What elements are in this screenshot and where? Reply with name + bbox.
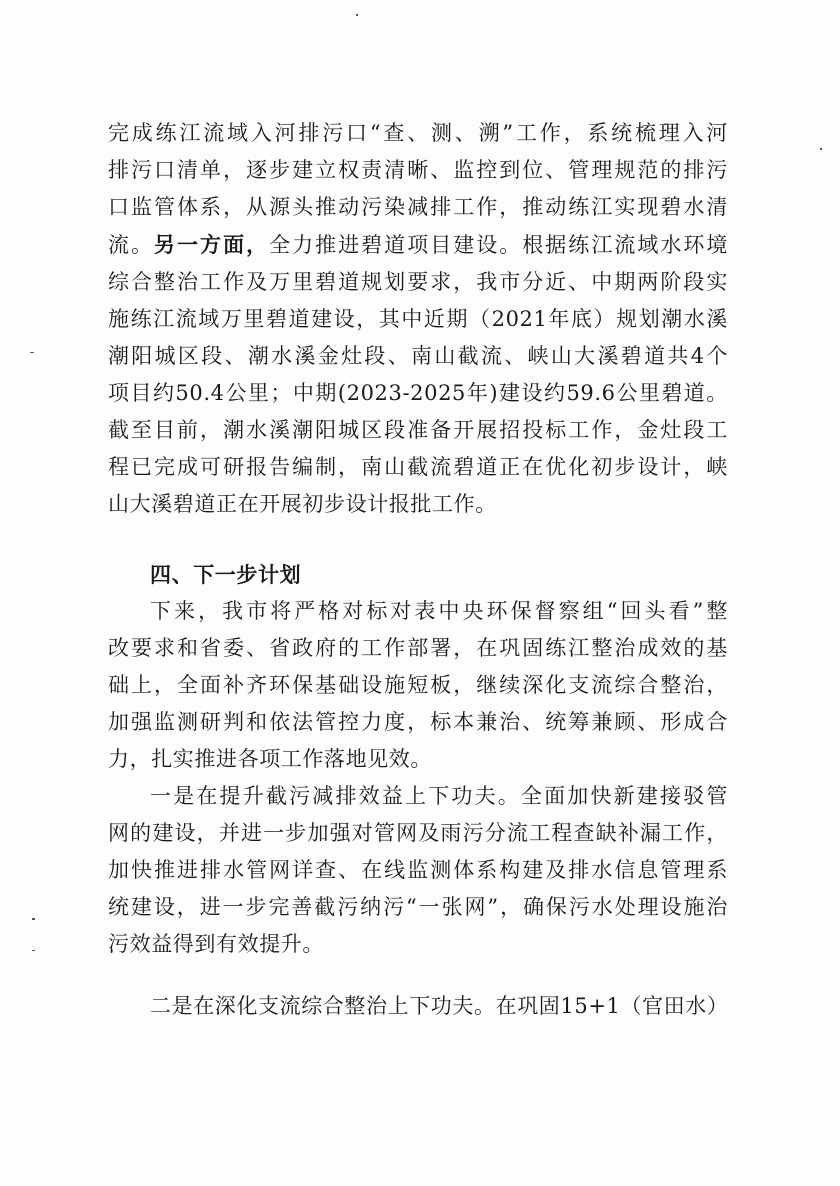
text-line: 完成练江流域入河排污口“查、测、溯”工作，系统梳理入河 [108, 121, 728, 145]
text-line: 山大溪碧道正在开展初步设计报批工作。 [108, 492, 497, 516]
paragraph-block-1 [108, 115, 728, 523]
scan-mark-left-1 [30, 352, 34, 353]
scan-mark-right [820, 148, 822, 150]
text-line: 改要求和省委、省政府的工作部署，在巩固练江整治成效的基 [108, 636, 728, 660]
paragraph-block-4 [108, 988, 728, 1025]
text-line: 综合整治工作及万里碧道规划要求，我市分近、中期两阶段实 [108, 270, 728, 294]
text-line: 截至目前，潮水溪潮阳城区段准备开展招投标工作，金灶段工 [108, 418, 728, 442]
text-line: 排污口清单，逐步建立权责清晰、监控到位、管理规范的排污 [108, 158, 728, 182]
text-line: 下来，我市将严格对标对表中央环保督察组“回头看”整 [150, 599, 728, 623]
text-segment: 全力推进碧道项目建设。根据练江流域水环境 [269, 233, 728, 257]
text-line: 加强监测研判和依法管控力度，标本兼治、统筹兼顾、形成合 [108, 710, 728, 734]
text-line: 项目约50.4公里；中期(2023-2025年)建设约59.6公里碧道。 [108, 381, 728, 405]
text-line: 口监管体系，从源头推动污染减排工作，推动练江实现碧水清 [108, 195, 728, 219]
text-line: 力，扎实推进各项工作落地见效。 [108, 747, 432, 771]
text-line: 统建设，进一步完善截污纳污“一张网”，确保污水处理设施治 [108, 895, 728, 919]
text-line: 加快推进排水管网详查、在线监测体系构建及排水信息管理系 [108, 858, 728, 882]
text-line: 施练江流域万里碧道建设，其中近期（2021年底）规划潮水溪 [108, 307, 728, 331]
paragraph-block-2 [108, 593, 728, 778]
text-line: 二是在深化支流综合整治上下功夫。在巩固15+1（官田水） [150, 994, 729, 1018]
paragraph-block-3 [108, 778, 728, 963]
text-line: 程已完成可研报告编制，南山截流碧道正在优化初步设计，峡 [108, 455, 728, 479]
text-line-mixed [108, 226, 728, 264]
text-segment: 流。 [108, 233, 155, 257]
text-line: 础上，全面补齐环保基础设施短板，继续深化支流综合整治， [108, 673, 728, 697]
text-line: 一是在提升截污减排效益上下功夫。全面加快新建接驳管 [150, 784, 728, 808]
text-line: 污效益得到有效提升。 [108, 932, 324, 956]
text-line: 网的建设，并进一步加强对管网及雨污分流工程查缺补漏工作， [108, 821, 728, 845]
scan-mark-top [356, 14, 358, 16]
scan-mark-left-2 [32, 918, 35, 920]
bold-text-segment: 另一方面， [154, 232, 270, 257]
text-line: 潮阳城区段、潮水溪金灶段、南山截流、峡山大溪碧道共4个 [108, 344, 728, 368]
scan-mark-left-3 [32, 950, 35, 951]
section-heading: 四、下一步计划 [150, 562, 302, 587]
